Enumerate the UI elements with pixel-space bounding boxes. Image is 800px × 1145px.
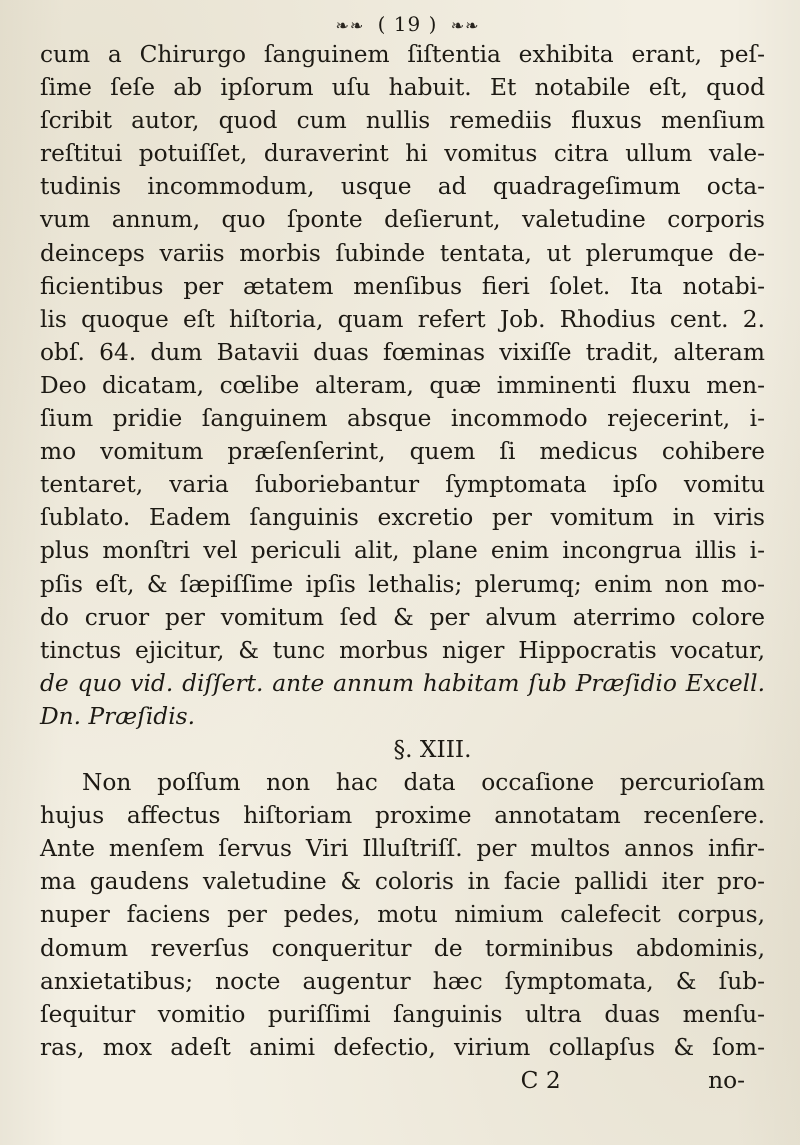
- text-line: cum a Chirurgo ſanguinem ſiſtentia exhibita erant, peſ-: [40, 41, 765, 68]
- text-line: deinceps variis morbis ſubinde tentata, ut plerumque de-: [40, 239, 765, 267]
- text-line: reſtitui potuiſſet, duraverint hi vomitus citra ullum vale-: [40, 140, 765, 168]
- signature-mark: C 2: [520, 1066, 561, 1094]
- text-line: mo vomitum præſenſerint, quem ſi medicus cohibere: [40, 438, 765, 466]
- text-line: ma gaudens valetudine & coloris in facie pallidi iter pro-: [40, 868, 765, 896]
- text-line: do cruor per vomitum ſed & per alvum aterrimo colore: [40, 603, 765, 631]
- text-line: ſium pridie ſanguinem absque incommodo rejecerint, i-: [40, 405, 765, 433]
- section-heading: §. XIII.: [393, 735, 472, 763]
- text-line: tentaret, varia ſuboriebantur ſymptomata ipſo vomitu: [40, 471, 765, 499]
- text-line: ras, mox adeſt animi defectio, virium collapſus & ſom-: [40, 1033, 765, 1061]
- text-line: ſcribit autor, quod cum nullis remediis fluxus menſium: [40, 107, 765, 135]
- text-line: ſublato. Eadem ſanguinis excretio per vomitum in viris: [40, 504, 765, 532]
- text-line: vum annum, quo ſponte deſierunt, valetudine corporis: [40, 206, 765, 234]
- page-header: [40, 10, 775, 40]
- text-line: tudinis incommodum, usque ad quadrageſimum octa-: [40, 173, 765, 201]
- book-page: [40, 0, 775, 1145]
- text-line: lis quoque eſt hiſtoria, quam refert Job. Rhodius cent. 2.: [40, 305, 765, 333]
- text-line: ficientibus per ætatem menſibus fieri ſolet. Ita notabi-: [40, 272, 765, 300]
- text-line: ſime ſeſe ab ipſorum uſu habuit. Et notabile eſt, quod: [40, 74, 765, 102]
- text-line: hujus affectus hiſtoriam proxime annotatam recenſere.: [40, 802, 765, 830]
- catchword: no-: [708, 1066, 745, 1094]
- text-line: anxietatibus; nocte augentur hæc ſymptomata, & ſub-: [40, 967, 765, 995]
- text-line: Deo dicatam, cœlibe alteram, quæ imminenti fluxu men-: [40, 371, 765, 399]
- text-line: plus monſtri vel periculi alit, plane enim incongrua illis i-: [40, 537, 765, 565]
- text-line: Ante menſem ſervus Viri Illuſtriſſ. per multos annos infir-: [40, 835, 765, 863]
- page-footer: [40, 1064, 765, 1097]
- text-line: tinctus ejicitur, & tunc morbus niger Hippocratis vocatur,: [40, 636, 765, 664]
- body-text: [40, 38, 765, 1097]
- text-line: pſis eſt, & ſæpiſſime ipſis lethalis; plerumq; enim non mo-: [40, 570, 765, 598]
- text-line: obſ. 64. dum Batavii duas fœminas vixiſſe tradit, alteram: [40, 338, 765, 366]
- page-number: ( 19 ): [377, 12, 438, 36]
- text-line: nuper faciens per pedes, motu nimium calefecit corpus,: [40, 901, 765, 929]
- text-line: domum reverſus conqueritur de torminibus abdominis,: [40, 934, 765, 962]
- right-ornament-icon: ❧❧: [450, 15, 480, 35]
- text-line: ſequitur vomitio puriſſimi ſanguinis ultra duas menſu-: [40, 1000, 765, 1028]
- text-line: de quo vid. diſſert. ante annum habitam ſub Præſidio Excell.: [40, 669, 765, 697]
- text-line: Dn. Præſidis.: [40, 702, 196, 730]
- left-ornament-icon: ❧❧: [335, 15, 365, 35]
- text-line: Non poſſum non hac data occaſione percurioſam: [82, 769, 765, 797]
